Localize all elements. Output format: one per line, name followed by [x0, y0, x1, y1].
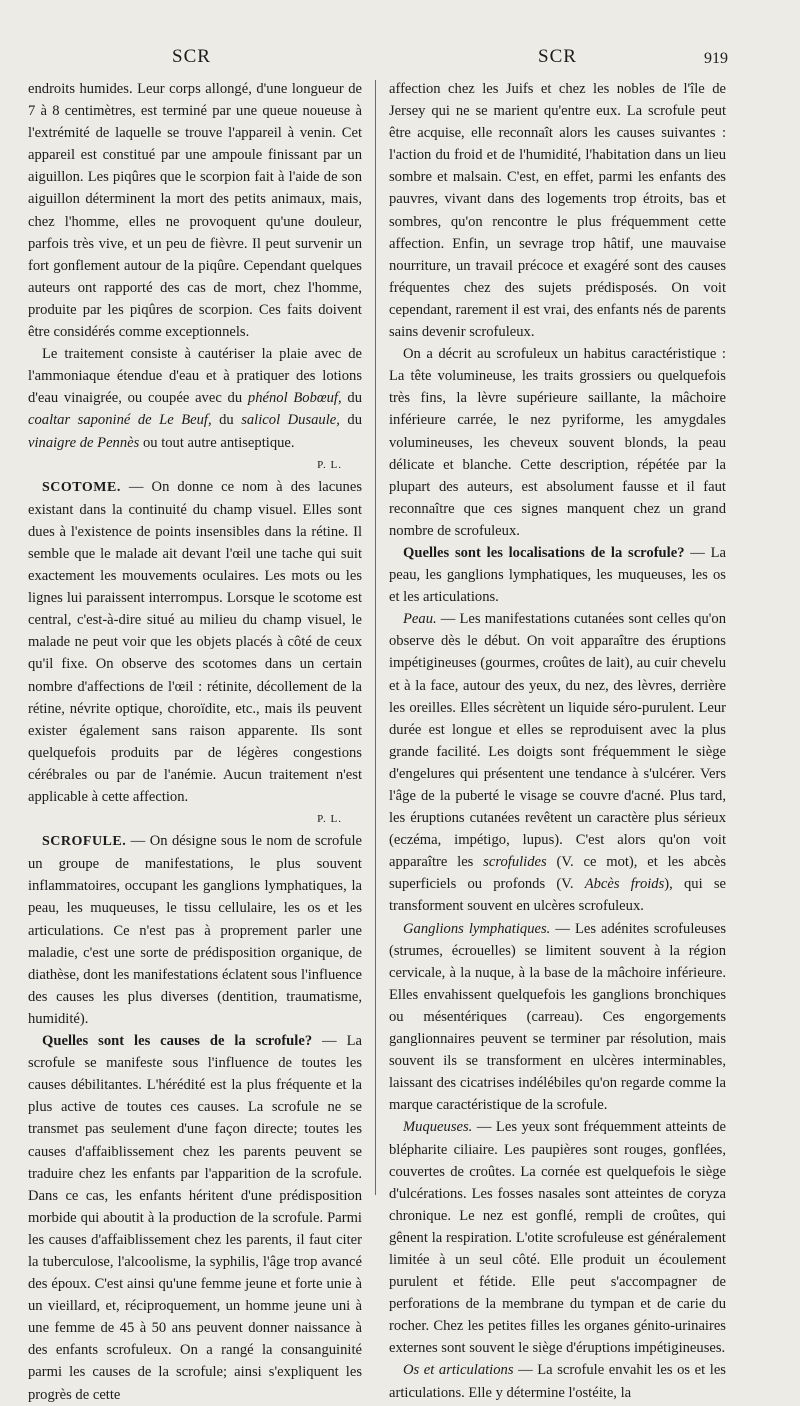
right-column: [389, 78, 726, 1404]
cross-reference: Abcès froids: [584, 876, 665, 893]
question-heading: Quelles sont les causes de la scrofule?: [42, 1033, 313, 1050]
header-right-word: SCR: [538, 46, 577, 67]
paragraph-text: — La peau, les ganglions lymphatiques, les muqueuses, les os et les articulations.: [389, 544, 726, 606]
paragraph-text: — La scrofule envahit les os et les articulations. Elle y détermine l'ostéite, la: [389, 1362, 726, 1401]
scrofule-entry: [28, 830, 362, 1030]
treatment-text: du: [339, 412, 362, 429]
scotome-entry: [28, 476, 362, 808]
paragraph-text: ), qui se transforment souvent en ulcères scrofuleux.: [389, 876, 726, 915]
paragraph-text: — Les manifestations cutanées sont celles qu'on observe dès le début. On voit apparaître des éruptions impétigineuses (gourmes, croûtes de lait), au cuir chevelu et à la face, autour des yeux, du nez, des lèvres, derrière les oreilles. Elles sécrètent un liquide séro-purulent. Leur durée est longue et elles se reproduisent avec la plus grande facilité. Les doigts sont fréquemment le siège d'engelures qui présentent une tendance à s'ulcérer. Vers l'âge de la puberté le visage se couvre d'acné. Plus tard, les éruptions cutanées revêtent un caractère plus sérieux (eczéma, impétigo, lupus). C'est alors qu'on voit apparaître les: [389, 611, 726, 871]
left-column: [28, 78, 362, 1406]
causes-paragraph: [28, 1030, 362, 1406]
paragraph-text: (V. ce mot), et les abcès superficiels ou profonds (V.: [389, 854, 727, 893]
localisations-paragraph: [389, 542, 726, 608]
paragraph-text: — Les yeux sont fréquemment atteints de blépharite ciliaire. Les paupières sont rouges, gonflées, couvertes de croûtes. La cornée est quelquefois le siège d'ulcérations. Les fosses nasales sont atteintes de coryza chronique. Le nez est gonflé, rempli de croûtes, qui gênent la respiration. L'otite scrofuleuse est généralement limitée à un seul côté. Elle produit un écoulement purulent et fétide. Elle peut s'accompagner de perforations de la membrane du tympan et de carie du rocher. Chez les petites filles les organes génito-urinaires externes sont souvent le siège d'éruptions impétigineuses.: [389, 1119, 726, 1357]
subsection-label: Peau.: [403, 611, 437, 628]
page-number: 919: [704, 50, 728, 67]
paragraph-text: — La scrofule se manifeste sous l'influence de toutes les causes débilitantes. L'hérédité est la plus fréquente et la plus active de toutes ces causes. La scrofule ne se transmet pas seulement d'une façon directe; toutes les causes d'affaiblissement chez les parents peuvent se traduire chez les enfants par l'apparition de la scrofule. Dans ce cas, les enfants héritent d'une prédisposition morbide qui aboutit à la production de la scrofule. Parmi les causes d'affaiblissement chez les parents, il faut citer la tuberculose, l'alcoolisme, la syphilis, l'âge trop avancé des époux. C'est ainsi qu'une femme jeune et forte unie à un vieillard, et, réciproquement, un homme jeune uni à une femme de 45 à 50 ans peuvent donner naissance à des enfants scrofuleux. On a rangé la consanguinité parmi les causes de la scrofule; ainsi s'expliquent les progrès de cette: [28, 1033, 362, 1403]
author-signature: P. L.: [317, 813, 342, 826]
treatment-text: ou tout autre antiseptique.: [139, 434, 295, 451]
entry-title: SCOTOME.: [42, 479, 121, 495]
treatment-text: Le traitement consiste à cautériser la plaie avec de l'ammoniaque étendue d'eau et à pratiquer des lotions d'eau vinaigrée, ou coupée avec du: [28, 346, 362, 407]
header-left-word: SCR: [172, 46, 211, 67]
subsection-label: Muqueuses.: [403, 1119, 473, 1136]
column-divider: [375, 80, 376, 1195]
author-signature: P. L.: [317, 458, 342, 471]
running-header: [0, 40, 800, 76]
muqueuses-paragraph: [389, 1116, 726, 1359]
scorpion-treatment-paragraph: [28, 343, 362, 453]
entry-title: SCROFULE.: [42, 834, 127, 850]
product-name: salicol Dusaule,: [241, 412, 340, 429]
continuation-paragraph: affection chez les Juifs et chez les nobles de l'île de Jersey qui ne se marient qu'entre eux. La scrofule peut être acquise, elle reconnaît alors les causes suivantes : l'action du froid et de l'humidité, l'habitation dans un lieu sombre et malsain. C'est, en effet, parmi les enfants des pauvres, vivant dans des logements trop étroits, bas et sombres, qu'on rencontre le plus fréquemment cette affection. Enfin, un sevrage trop hâtif, une mauvaise nourriture, un travail précoce et exagéré sont des causes fréquentes chez des sujets prédisposés. On voit cependant, rarement il est vrai, des enfants nés de parents sains devenir scrofuleux.: [389, 81, 726, 341]
question-heading: Quelles sont les localisations de la scrofule?: [403, 544, 685, 561]
habitus-paragraph: On a décrit au scrofuleux un habitus caractéristique : La tête volumineuse, les traits grossiers ou quelquefois très fins, la lèvre supérieure saillante, la mâchoire inférieure carrée, le nez pyriforme, les amygdales volumineuses, les cheveux souvent blonds, la peau délicate et blanche. Cette description, répétée par la plupart des auteurs, est absolument fausse et il faut reconnaître que ces signes manquent chez un grand nombre de scrofuleux.: [389, 346, 726, 539]
treatment-text: du: [341, 390, 362, 407]
product-name: coaltar saponiné de Le Beuf,: [28, 412, 212, 429]
product-name: vinaigre de Pennès: [28, 434, 140, 451]
os-paragraph: [389, 1359, 726, 1403]
scorpion-paragraph: endroits humides. Leur corps allongé, d'une longueur de 7 à 8 centimètres, est terminé par une queue noueuse à l'extrémité de laquelle se trouve l'appareil à venin. Cet appareil est constitué par une ampoule finissant par un aiguillon. Les piqûres que le scorpion fait à l'aide de son aiguillon déterminent la mort des petits animaux, mais, chez l'homme, elles ne provoquent qu'une douleur, parfois très vive, et un peu de fièvre. Il peut survenir un fort gonflement autour de la piqûre. Cependant quelques auteurs ont rapporté des cas de mort, chez l'homme, produite par les piqûres de scorpion. Ces faits doivent être considérés comme exceptionnels.: [28, 81, 362, 341]
paragraph-text: — Les adénites scrofuleuses (strumes, écrouelles) se limitent souvent à la région cervicale, à la nuque, à la base de la mâchoire inférieure. Elles envahissent quelquefois les ganglions bronchiques ou mésentériques (carreau). Ces engorgements ganglionnaires peuvent se terminer par résolution, mais souvent ils se transforment en ulcères interminables, laissant des cicatrises indélébiles qu'on regarde comme la marque caractéristique de la scrofule.: [389, 920, 726, 1114]
product-name: phénol Bobœuf,: [247, 390, 342, 407]
entry-text: — On désigne sous le nom de scrofule un groupe de manifestations, le plus souvent inflammatoires, occupant les ganglions lymphatiques, la peau, les muqueuses, le tissu cellulaire, les os et les articulations. Ce n'est pas à proprement parler une maladie, c'est une sorte de prédisposition organique, de diathèse, dont les manifestations éclatent sous l'influence des causes les plus diverses (dentition, traumatisme, humidité).: [28, 833, 362, 1027]
treatment-text: du: [211, 412, 242, 429]
entry-text: — On donne ce nom à des lacunes existant dans la continuité du champ visuel. Elles sont dues à l'existence de points insensibles dans la rétine. Il semble que le malade ait devant l'œil une tache qui suit exactement les mouvements oculaires. Les mots ou les lignes lui paraissent interrompus. Lorsque le scotome est central, c'est-à-dire situé au milieu du champ visuel, le malade ne peut voir que les objets placés à côté de ceux qu'il fixe. On observe des scotomes dans un certain nombre d'affections de l'œil : rétinite, décollement de la rétine, névrite optique, choroïdite, etc., mais ils peuvent exister également sans raison apparente. Ils sont quelquefois produits par de légères congestions cérébrales ou par de l'anémie. Aucun traitement n'est applicable à cette affection.: [28, 478, 362, 805]
subsection-label: Os et articulations: [403, 1362, 514, 1379]
cross-reference: scrofulides: [483, 854, 547, 871]
subsection-label: Ganglions lymphatiques.: [403, 920, 551, 937]
peau-paragraph: [389, 608, 726, 917]
ganglions-paragraph: [389, 918, 726, 1117]
